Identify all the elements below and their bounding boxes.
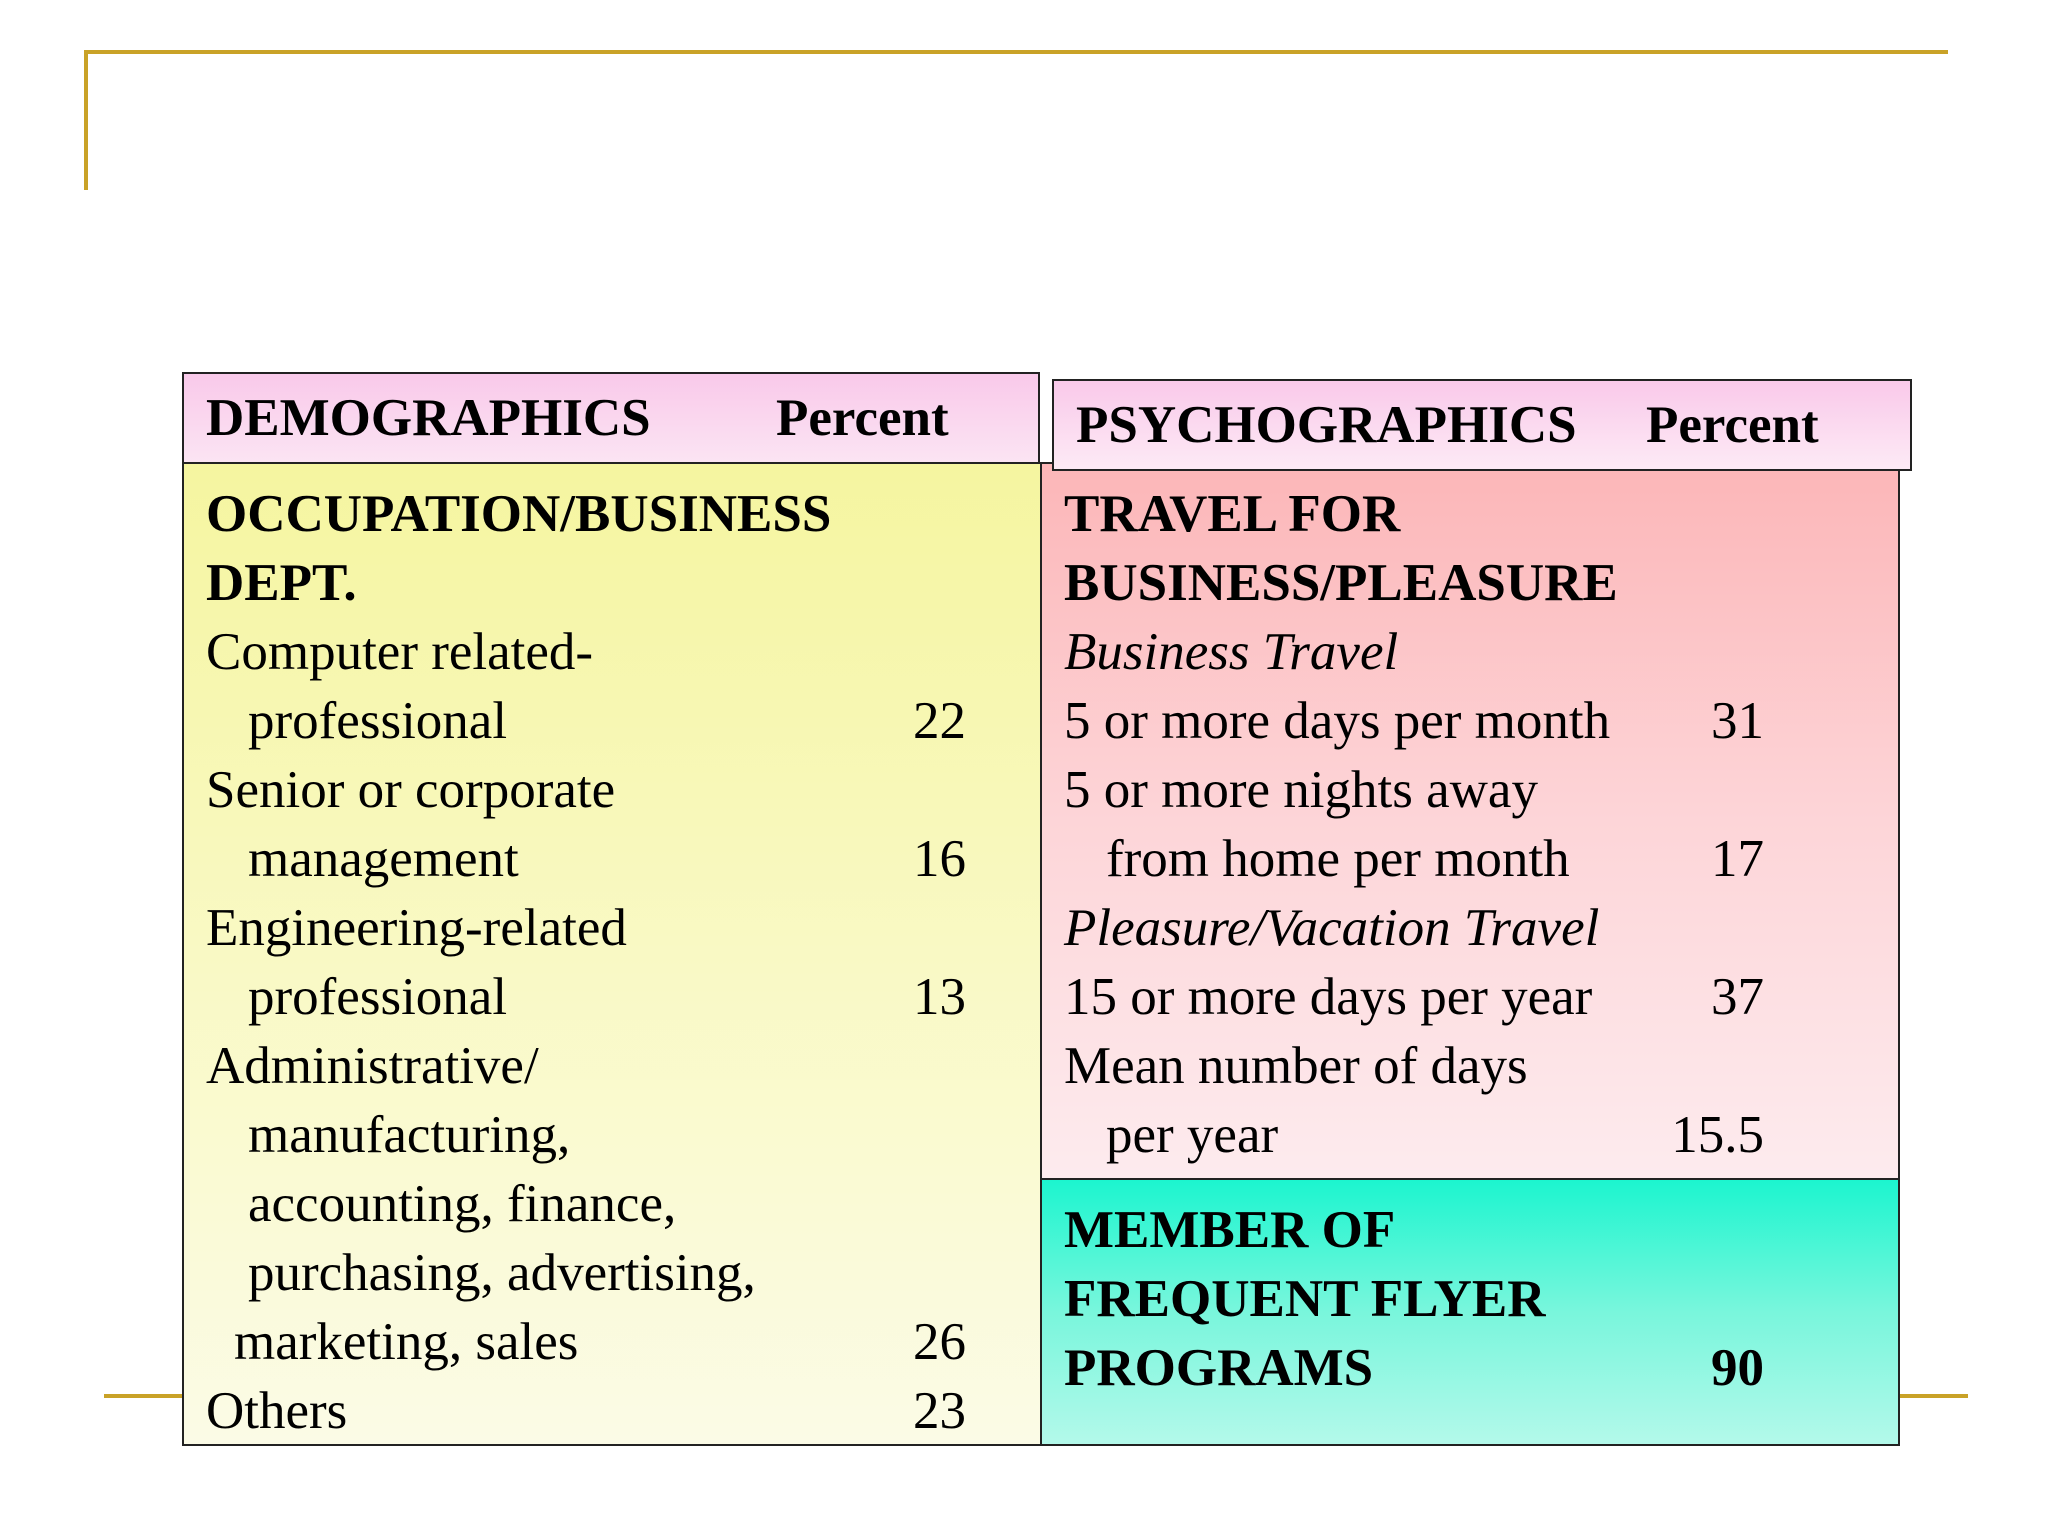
row-days-month-line1: 5 or more days per month [1064, 692, 1611, 750]
row-admin-line4: purchasing, advertising, [248, 1244, 756, 1302]
demographics-header [182, 372, 1040, 464]
demographics-percent-label: Percent [776, 389, 949, 447]
occupation-title-line1: OCCUPATION/BUSINESS [206, 485, 832, 543]
member-line2: FREQUENT FLYER [1064, 1270, 1546, 1328]
travel-title-line2: BUSINESS/PLEASURE [1064, 554, 1618, 612]
row-nights-away-line2: from home per month [1106, 830, 1570, 888]
row-computer-line1: Computer related- [206, 623, 594, 681]
row-nights-away-line1: 5 or more nights away [1064, 761, 1538, 819]
row-engineering-line1: Engineering-related [206, 899, 627, 957]
top-rule [84, 50, 1948, 54]
row-mean-days-line2: per year [1106, 1106, 1279, 1164]
row-senior-value: 16 [913, 830, 966, 888]
member-value: 90 [1711, 1339, 1764, 1397]
travel-title-line1: TRAVEL FOR [1064, 485, 1401, 543]
pleasure-travel-heading: Pleasure/Vacation Travel [1064, 899, 1600, 957]
row-days-year-value: 37 [1711, 968, 1764, 1026]
member-line1: MEMBER OF [1064, 1201, 1396, 1259]
row-computer-line2: professional [248, 692, 508, 750]
demographics-title: DEMOGRAPHICS [206, 389, 651, 447]
row-engineering-value: 13 [913, 968, 966, 1026]
row-admin-line3: accounting, finance, [248, 1175, 677, 1233]
row-senior-line1: Senior or corporate [206, 761, 616, 819]
bottom-rule-right [1898, 1394, 1968, 1398]
psychographics-percent-label: Percent [1646, 396, 1819, 454]
row-others-value: 23 [913, 1382, 966, 1440]
row-admin-value: 26 [913, 1313, 966, 1371]
demographics-panel [182, 462, 1042, 1446]
occupation-title-line2: DEPT. [206, 554, 357, 612]
row-others-line1: Others [206, 1382, 348, 1440]
left-rule [84, 50, 88, 190]
row-admin-line5: marketing, sales [234, 1313, 579, 1371]
business-travel-heading: Business Travel [1064, 623, 1399, 681]
row-admin-line1: Administrative/ [206, 1037, 539, 1095]
row-days-year-line1: 15 or more days per year [1064, 968, 1593, 1026]
row-days-month-value: 31 [1711, 692, 1764, 750]
row-engineering-line2: professional [248, 968, 508, 1026]
psychographics-title: PSYCHOGRAPHICS [1076, 396, 1577, 454]
member-line3: PROGRAMS [1064, 1339, 1374, 1397]
psychographics-header [1052, 379, 1912, 471]
row-computer-value: 22 [913, 692, 966, 750]
frequent-flyer-panel [1040, 1178, 1900, 1446]
psychographics-panel [1040, 462, 1900, 1180]
row-senior-line2: management [248, 830, 519, 888]
row-admin-line2: manufacturing, [248, 1106, 571, 1164]
row-mean-days-value: 15.5 [1671, 1106, 1764, 1164]
row-mean-days-line1: Mean number of days [1064, 1037, 1528, 1095]
bottom-rule-left [104, 1394, 184, 1398]
row-nights-away-value: 17 [1711, 830, 1764, 888]
